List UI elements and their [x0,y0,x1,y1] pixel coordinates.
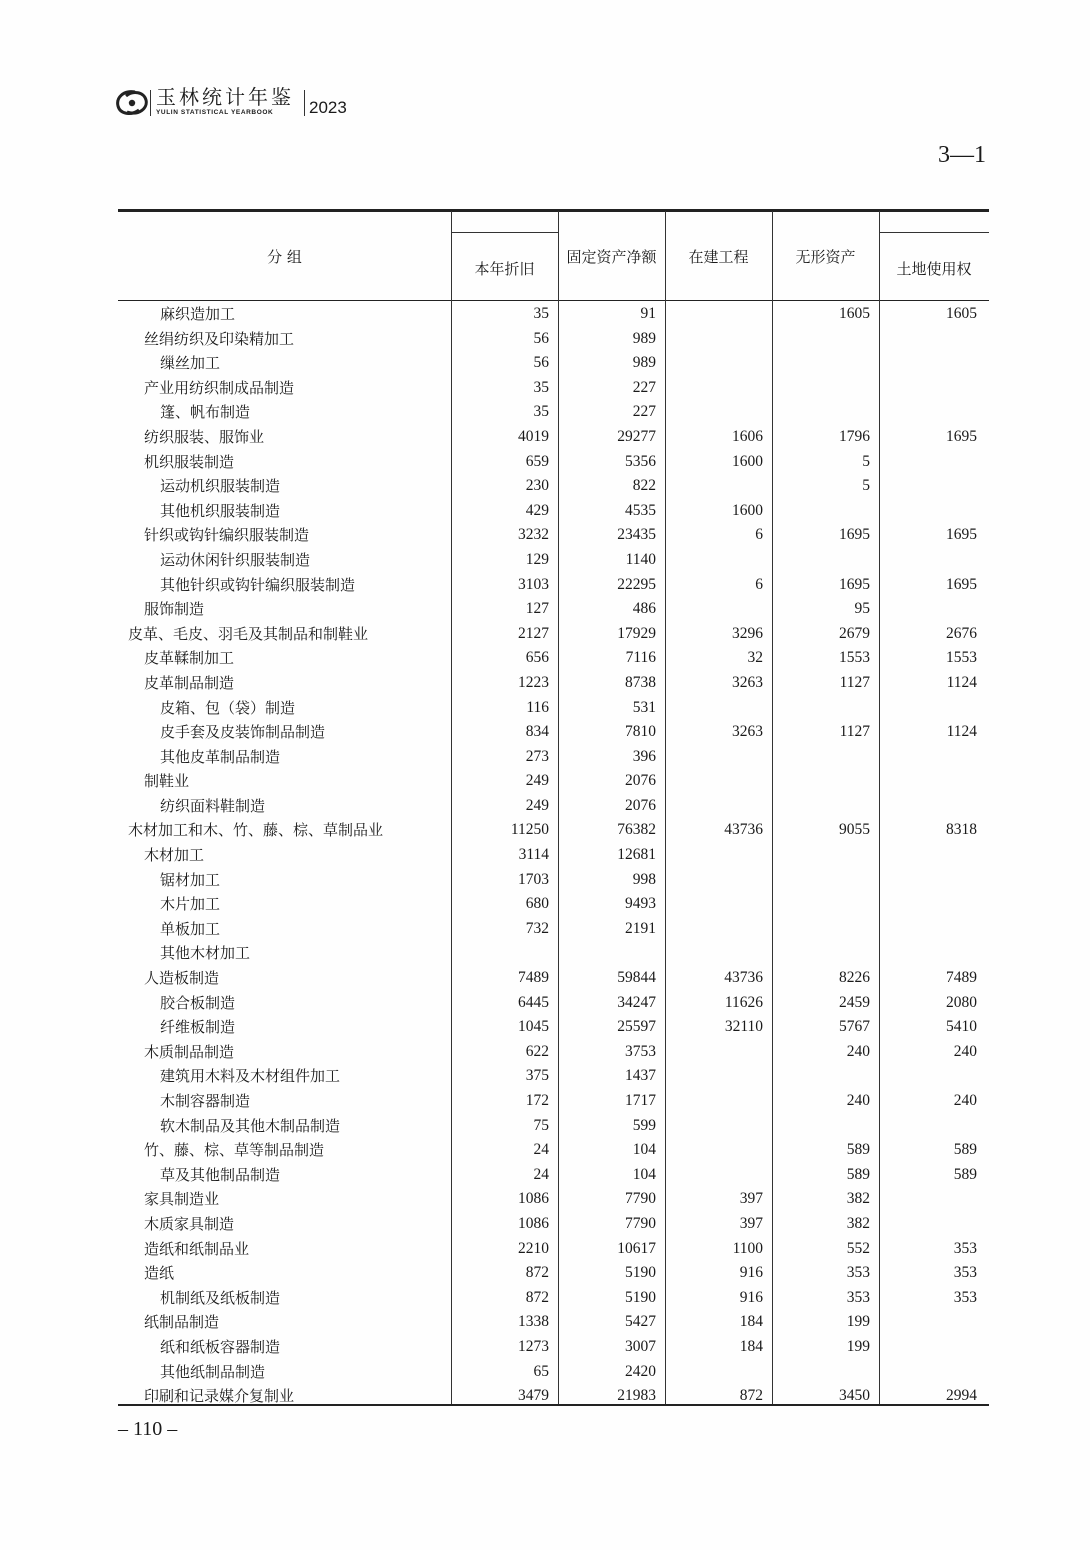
row-value: 6 [755,575,763,593]
table-row [118,966,989,991]
row-value: 353 [953,1264,977,1282]
row-value: 7489 [946,969,977,987]
row-value: 199 [846,1313,870,1331]
row-label: 造纸和纸制品业 [144,1239,250,1258]
row-value: 659 [525,452,549,470]
row-value: 1273 [518,1337,549,1355]
yearbook-logo-icon [115,88,149,118]
row-value: 10617 [617,1239,656,1257]
table-row [118,597,989,622]
row-value: 589 [953,1165,977,1183]
row-value: 353 [846,1264,870,1282]
row-value: 397 [739,1190,763,1208]
row-value: 1553 [946,649,977,667]
row-value: 17929 [617,624,656,642]
table-row [118,351,989,376]
table-row [118,868,989,893]
row-value: 1703 [518,870,549,888]
row-value: 916 [739,1288,763,1306]
row-label: 木片加工 [160,895,221,914]
row-label: 皮箱、包（袋）制造 [160,698,296,717]
row-value: 989 [632,354,656,372]
row-value: 2679 [839,624,870,642]
table-body [118,302,989,1409]
row-value: 129 [525,550,549,568]
row-value: 1695 [839,526,870,544]
row-label: 丝绢纺织及印染精加工 [144,329,295,348]
row-value: 4535 [625,501,656,519]
row-value: 1338 [518,1313,549,1331]
row-value: 396 [632,747,656,765]
row-value: 75 [533,1116,549,1134]
row-value: 1553 [839,649,870,667]
row-label: 竹、藤、棕、草等制品制造 [144,1141,325,1160]
row-label: 软木制品及其他木制品制造 [160,1116,341,1135]
row-value: 11250 [510,821,549,839]
row-label: 产业用纺织制成品制造 [144,378,295,397]
row-value: 1717 [625,1092,656,1109]
header-divider [304,90,305,116]
row-value: 1605 [946,305,977,322]
row-value: 2191 [625,919,656,937]
row-value: 622 [525,1042,549,1060]
row-value: 429 [525,501,549,519]
row-value: 589 [846,1141,870,1159]
row-value: 531 [632,698,656,716]
table-row [118,1089,989,1114]
table-row [118,818,989,843]
row-value: 11626 [724,993,763,1011]
row-value: 599 [632,1116,656,1134]
row-value: 116 [526,698,549,716]
row-value: 5427 [625,1313,656,1331]
row-value: 59844 [617,969,656,987]
row-value: 230 [525,477,549,495]
table-row [118,1187,989,1212]
table-row [118,327,989,352]
row-value: 1695 [946,427,977,445]
row-value: 1796 [839,427,870,445]
row-label: 机织服装制造 [144,452,235,471]
row-value: 6 [755,526,763,544]
row-value: 1600 [732,501,763,519]
row-value: 989 [632,329,656,347]
row-label: 胶合板制造 [160,993,236,1012]
row-label: 家具制造业 [144,1190,220,1209]
row-value: 184 [739,1337,763,1355]
table-row [118,622,989,647]
row-value: 486 [632,600,656,618]
row-label: 皮革鞣制加工 [144,649,235,668]
table-row [118,474,989,499]
row-value: 1437 [625,1067,656,1085]
row-value: 834 [525,723,549,741]
header-depreciation: 本年折旧 [474,260,535,278]
row-value: 25597 [617,1018,656,1036]
row-value: 7489 [518,969,549,987]
row-value: 249 [525,772,549,790]
row-value: 3296 [732,624,763,642]
row-value: 7116 [625,649,656,667]
header-fixed-assets-net: 固定资产净额 [566,248,657,266]
row-value: 23435 [617,526,656,544]
row-value: 2676 [946,624,977,642]
table-row [118,548,989,573]
row-value: 822 [632,477,656,495]
row-value: 172 [525,1092,549,1109]
row-value: 32110 [724,1018,763,1036]
row-value: 9493 [625,895,656,913]
table-row [118,425,989,450]
row-value: 1124 [946,673,977,691]
row-value: 1606 [732,427,763,445]
row-value: 5 [862,452,870,470]
row-value: 8318 [946,821,977,839]
row-label: 皮革、毛皮、羽毛及其制品和制鞋业 [128,624,369,643]
header-subrule [451,232,559,233]
row-value: 5190 [625,1264,656,1282]
table-row [118,1360,989,1385]
header-subrule [879,232,989,233]
table-row [118,499,989,524]
row-value: 95 [854,600,870,618]
row-value: 227 [632,378,656,396]
table-row [118,1384,989,1409]
row-value: 916 [739,1264,763,1282]
row-value: 273 [525,747,549,765]
row-value: 3232 [518,526,549,544]
row-label: 麻织造加工 [160,305,236,323]
row-label: 木制容器制造 [160,1092,251,1110]
row-value: 872 [525,1264,549,1282]
row-label: 缫丝加工 [160,354,221,373]
row-value: 76382 [617,821,656,839]
table-row [118,302,989,327]
row-label: 锯材加工 [160,870,221,889]
row-label: 针织或钩针编织服装制造 [144,526,310,545]
row-value: 2210 [518,1239,549,1257]
table-row [118,1286,989,1311]
row-value: 24 [533,1141,549,1159]
brand-block [156,86,294,117]
table-row [118,1040,989,1065]
table-row [118,1064,989,1089]
row-value: 7790 [625,1190,656,1208]
row-label: 运动机织服装制造 [160,477,281,496]
yearbook-title-en: YULIN STATISTICAL YEARBOOK [156,109,274,116]
table-row [118,1335,989,1360]
row-value: 2080 [946,993,977,1011]
row-label: 皮革制品制造 [144,673,235,692]
table-row [118,769,989,794]
header-land-use-rights: 土地使用权 [896,260,972,278]
row-label: 纸和纸板容器制造 [160,1337,281,1356]
row-label: 纤维板制造 [160,1018,236,1037]
row-value: 12681 [617,846,656,864]
row-label: 其他机织服装制造 [160,501,281,520]
yearbook-year: 2023 [309,98,347,117]
row-label: 木材加工和木、竹、藤、棕、草制品业 [128,821,384,840]
row-value: 552 [846,1239,870,1257]
row-value: 91 [640,305,656,322]
row-value: 3007 [625,1337,656,1355]
row-label: 篷、帆布制造 [160,403,251,422]
row-value: 353 [846,1288,870,1306]
row-value: 680 [525,895,549,913]
table-row [118,991,989,1016]
table-row [118,1261,989,1286]
row-value: 7790 [625,1214,656,1232]
row-value: 240 [846,1042,870,1060]
row-value: 240 [846,1092,870,1109]
row-value: 199 [846,1337,870,1355]
row-value: 65 [533,1362,549,1380]
row-value: 1127 [839,673,870,691]
row-value: 1086 [518,1214,549,1232]
table-row [118,696,989,721]
table-row [118,1310,989,1335]
row-value: 43736 [724,821,763,839]
row-value: 56 [533,329,549,347]
row-value: 2127 [518,624,549,642]
table-row [118,941,989,966]
row-value: 3114 [518,846,549,864]
row-label: 其他皮革制品制造 [160,747,281,766]
row-value: 5410 [946,1018,977,1036]
row-value: 1100 [732,1239,763,1257]
header-divider [150,90,151,116]
table-row [118,1212,989,1237]
row-label: 服饰制造 [144,600,205,619]
row-value: 1127 [839,723,870,741]
table-row [118,400,989,425]
header-construction-in-progress: 在建工程 [688,248,749,266]
row-value: 2994 [946,1387,977,1405]
row-value: 872 [739,1387,763,1405]
row-value: 35 [533,305,549,322]
row-value: 732 [525,919,549,937]
row-value: 998 [632,870,656,888]
row-value: 104 [632,1141,656,1159]
table-row [118,573,989,598]
row-value: 1045 [518,1018,549,1036]
row-label: 纸制品制造 [144,1313,220,1332]
row-value: 1223 [518,673,549,691]
table-top-rule [118,209,989,212]
table-number: 3—1 [938,142,986,168]
row-value: 1605 [839,305,870,322]
row-value: 2459 [839,993,870,1011]
row-value: 8226 [839,969,870,987]
row-value: 589 [846,1165,870,1183]
row-value: 2420 [625,1362,656,1380]
table-row [118,1114,989,1139]
row-value: 375 [525,1067,549,1085]
row-value: 9055 [839,821,870,839]
row-value: 5190 [625,1288,656,1306]
row-label: 机制纸及纸板制造 [160,1288,281,1307]
row-value: 5 [862,477,870,495]
row-label: 木质制品制造 [144,1042,235,1061]
row-label: 单板加工 [160,919,221,938]
row-value: 24 [533,1165,549,1183]
row-label: 木材加工 [144,846,205,865]
row-value: 34247 [617,993,656,1011]
yearbook-title: 玉林统计年鉴 [156,85,294,109]
row-value: 240 [953,1042,977,1060]
table-row [118,794,989,819]
row-value: 5356 [625,452,656,470]
table-row [118,745,989,770]
table-row [118,892,989,917]
row-value: 6445 [518,993,549,1011]
table-row [118,843,989,868]
row-value: 3450 [839,1387,870,1405]
row-label: 纺织面料鞋制造 [160,796,266,815]
row-value: 397 [739,1214,763,1232]
row-value: 22295 [617,575,656,593]
row-value: 382 [846,1190,870,1208]
row-value: 3263 [732,723,763,741]
row-value: 3753 [625,1042,656,1060]
table-row [118,917,989,942]
row-value: 872 [525,1288,549,1306]
page-number: – 110 – [118,1418,178,1440]
row-label: 运动休闲针织服装制造 [160,550,311,569]
row-value: 249 [525,796,549,814]
row-value: 1124 [946,723,977,741]
row-label: 造纸 [144,1264,175,1283]
row-value: 56 [533,354,549,372]
row-value: 656 [525,649,549,667]
table-header-rule [118,300,989,301]
row-label: 纺织服装、服饰业 [144,427,265,446]
table-row [118,1138,989,1163]
row-value: 227 [632,403,656,421]
row-label: 皮手套及皮装饰制品制造 [160,723,326,742]
header-group: 分 组 [267,248,302,266]
row-value: 184 [739,1313,763,1331]
row-value: 7810 [625,723,656,741]
row-label: 木质家具制造 [144,1214,235,1233]
row-label: 草及其他制品制造 [160,1165,281,1184]
row-value: 3103 [518,575,549,593]
row-value: 35 [533,403,549,421]
table-row [118,376,989,401]
row-value: 589 [953,1141,977,1159]
row-label: 其他木材加工 [160,944,251,963]
row-value: 1695 [839,575,870,593]
row-value: 3263 [732,673,763,691]
row-value: 1140 [625,550,656,568]
row-value: 1600 [732,452,763,470]
row-value: 240 [953,1092,977,1109]
row-value: 29277 [617,427,656,445]
row-value: 8738 [625,673,656,691]
row-value: 127 [525,600,549,618]
row-value: 1695 [946,575,977,593]
row-value: 1086 [518,1190,549,1208]
row-value: 2076 [625,796,656,814]
row-value: 1695 [946,526,977,544]
table-row [118,720,989,745]
row-value: 21983 [617,1387,656,1405]
row-label: 印刷和记录媒介复制业 [144,1387,295,1406]
header-intangible-assets: 无形资产 [795,248,856,266]
row-value: 5767 [839,1018,870,1036]
row-value: 4019 [518,427,549,445]
row-label: 其他针织或钩针编织服装制造 [160,575,356,594]
table-row [118,450,989,475]
table-row [118,523,989,548]
row-value: 43736 [724,969,763,987]
row-value: 35 [533,378,549,396]
row-value: 353 [953,1288,977,1306]
row-value: 382 [846,1214,870,1232]
table-row [118,1015,989,1040]
row-value: 353 [953,1239,977,1257]
table-row [118,1163,989,1188]
row-value: 104 [632,1165,656,1183]
row-value: 3479 [518,1387,549,1405]
row-value: 32 [747,649,763,667]
row-label: 建筑用木料及木材组件加工 [160,1067,341,1086]
row-label: 制鞋业 [144,772,190,791]
table-row [118,671,989,696]
row-value: 2076 [625,772,656,790]
row-label: 人造板制造 [144,969,220,988]
table-row [118,646,989,671]
row-label: 其他纸制品制造 [160,1362,266,1381]
table-row [118,1237,989,1262]
